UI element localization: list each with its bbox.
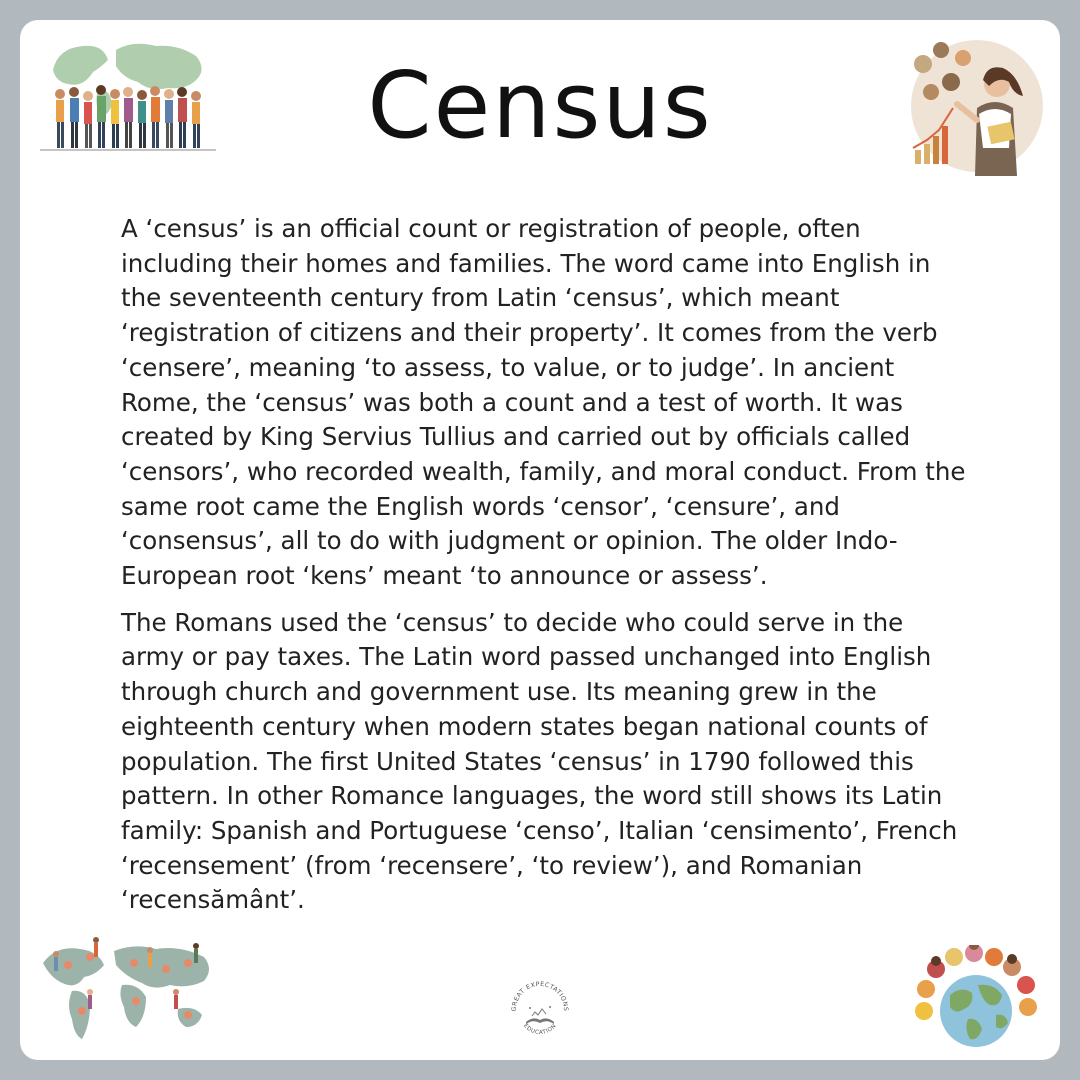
logo-top-text: GREAT EXPECTATIONS <box>510 980 570 1012</box>
article-body <box>121 212 971 930</box>
logo-bottom-text: EDUCATION <box>522 1023 558 1037</box>
page-title: Census <box>367 52 713 159</box>
crowd-world-map-illustration <box>38 38 218 154</box>
woman-presenting-data-illustration <box>905 38 1043 176</box>
svg-text:EDUCATION <box>522 1023 558 1036</box>
paragraph-1: A ‘census’ is an official count or registration of people, often including their homes and families. The word came into English in the seventeenth century from Latin ‘census’, which meant ‘registration of citizens and their property’. It comes from the verb ‘censere’, meaning ‘to assess, to value, or to judge’. In ancient Rome, the ‘census’ was both a count and a test of worth. It was created by King Servius Tullius and carried out by officials called ‘censors’, who recorded wealth, family, and moral conduct. From the same root came the English words ‘censor’, ‘censure’, and ‘consensus’, all to do with judgment or opinion. The older Indo-European root ‘kens’ meant ‘to announce or assess’. <box>121 214 966 591</box>
world-map-people-pins-illustration <box>38 935 218 1050</box>
svg-text:GREAT EXPECTATIONS <box>511 981 569 1012</box>
great-expectations-logo <box>508 978 572 1042</box>
paragraph-2: The Romans used the ‘census’ to decide who could serve in the army or pay taxes. The Latin word passed unchanged into English through church and government use. Its meaning grew in the eighteenth century when modern states began national counts of population. The first United States ‘census’ in 1790 followed this pattern. In other Romance languages, the word still shows its Latin family: Spanish and Portuguese ‘censo’, Italian ‘censimento’, French ‘recensement’ (from ‘recensere’, ‘to review’), and Romanian ‘recensământ’. <box>121 607 958 915</box>
people-around-globe-illustration <box>912 945 1042 1050</box>
